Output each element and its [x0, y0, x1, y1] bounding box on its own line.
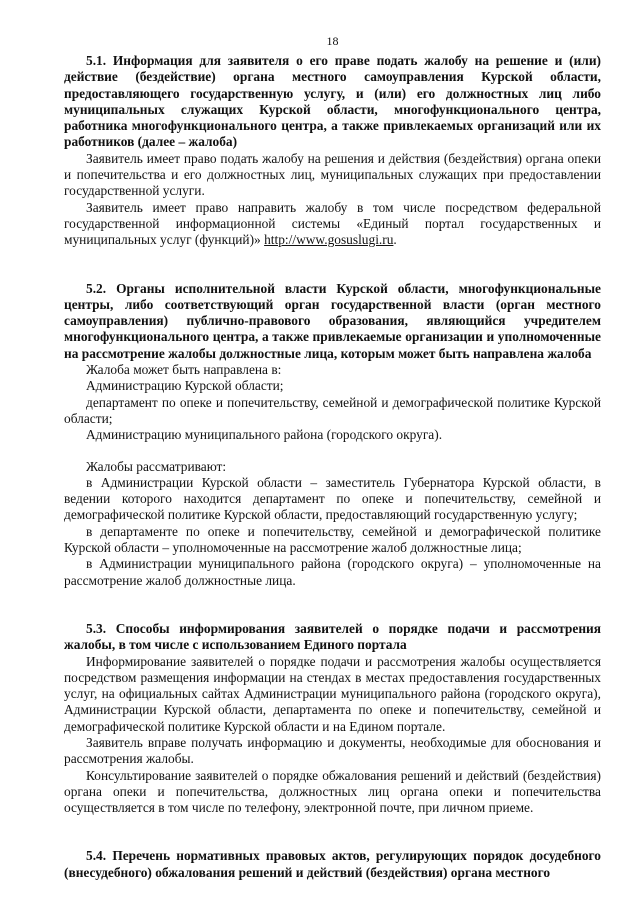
section-5-1-paragraph-2	[64, 200, 601, 249]
page-number: 18	[326, 34, 339, 48]
section-5-2-heading: 5.2. Органы исполнительной власти Курской области, многофункциональные центры, либо соответствующий орган государственной власти (орган местного самоуправления) публично-правового образования, являющийся учредителем многофункционального центра, а также привлекаемые организации и уполномоченные на рассмотрение жалобы должностные лица, которым может быть направлена жалоба	[64, 280, 601, 361]
section-5-2-paragraph-3: департамент по опеке и попечительству, семейной и демографической политике Курской области;	[64, 394, 601, 426]
section-5-2-paragraph-5: Жалобы рассматривают:	[86, 458, 227, 474]
section-gap	[64, 832, 601, 848]
paragraph-gap	[64, 444, 601, 459]
section-5-2-paragraph-2: Администрацию Курской области;	[86, 378, 284, 394]
section-gap	[64, 249, 601, 265]
section-5-1-paragraph-2-end: .	[393, 232, 397, 248]
section-5-1-paragraph-1: Заявитель имеет право подать жалобу на решения и действия (бездействия) органа опеки и попечительства и его должностных лиц, муниципальных служащих при предоставлении государственной услуги.	[64, 150, 601, 199]
section-gap	[64, 816, 601, 832]
section-5-2-paragraph-7: в департаменте по опеке и попечительству, семейной и демографической политике Курской области – уполномоченные на рассмотрение жалоб должностные лица;	[64, 523, 601, 556]
section-gap	[64, 589, 601, 605]
section-5-2-paragraph-4: Администрацию муниципального района (городского округа).	[86, 427, 443, 443]
gosuslugi-link[interactable]: http://www.gosuslugi.ru	[264, 232, 394, 248]
section-5-4-heading: 5.4. Перечень нормативных правовых актов, регулирующих порядок досудебного (внесудебного) обжалования решений и действий (бездействия) органа местного	[64, 848, 601, 880]
section-gap	[64, 265, 601, 281]
section-5-2-paragraph-6: в Администрации Курской области – заместитель Губернатора Курской области, в ведении которого находится департамент по опеке и попечительству, семейной и демографической политике Курской области, предоставляющий государственную услугу;	[64, 474, 601, 523]
section-5-2-paragraph-8: в Администрации муниципального района (городского округа) – уполномоченные на рассмотрение жалоб должностные лица.	[64, 556, 601, 588]
section-5-2-paragraph-1: Жалоба может быть направлена в:	[86, 362, 282, 378]
section-5-3-paragraph-1: Информирование заявителей о порядке подачи и рассмотрения жалобы осуществляется посредством размещения информации на стендах в местах предоставления государственных услуг, на официальных сайтах Администрации муниципального района (городского округа), Администрации Курской области, департамента по опеке и попечительству, семейной и демографической политике Курской области и на Едином портале.	[64, 653, 601, 734]
section-5-3-paragraph-3: Консультирование заявителей о порядке обжалования решений и действий (бездействия) органа опеки и попечительства, должностных лиц органа опеки и попечительства осуществляется в том числе по телефону, электронной почте, при личном приеме.	[64, 767, 601, 816]
section-5-3-heading: 5.3. Способы информирования заявителей о порядке подачи и рассмотрения жалобы, в том числе с использованием Единого портала	[64, 620, 601, 653]
section-5-1-heading: 5.1. Информация для заявителя о его праве подать жалобу на решение и (или) действие (бездействие) органа местного самоуправления Курской области, предоставляющего государственную услугу, и (или) его должностных лиц либо муниципальных служащих Курской области, многофункционального центра, работника многофункционального центра, а также привлекаемых организаций или их работников (далее – жалоба)	[64, 53, 601, 150]
section-5-3-paragraph-2: Заявитель вправе получать информацию и документы, необходимые для обоснования и рассмотрения жалобы.	[64, 734, 601, 767]
section-gap	[64, 605, 601, 621]
section-5-1-paragraph-2-text: Заявитель имеет право направить жалобу в том числе посредством федеральной государственной информационной системы «Единый портал государственных и муниципальных услуг (функций)»	[64, 199, 601, 248]
